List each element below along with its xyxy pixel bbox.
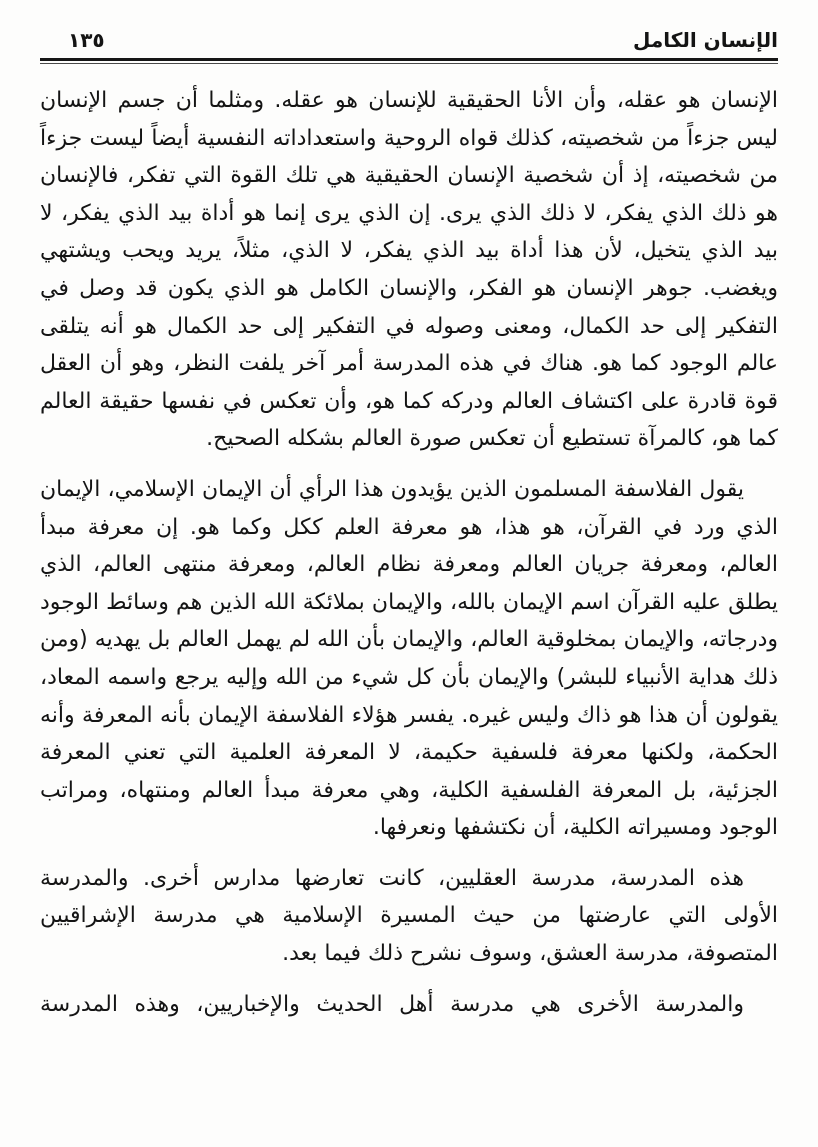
paragraph-3: هذه المدرسة، مدرسة العقليين، كانت تعارضها مدارس أخرى. والمدرسة الأولى التي عارضتها من حيث المسيرة الإسلامية هي مدرسة الإشراقيين المتصوفة، مدرسة العشق، وسوف نشرح ذلك فيما بعد.	[40, 865, 778, 967]
page-body	[40, 82, 778, 1023]
page-number: ١٣٥	[68, 28, 105, 52]
running-head-title: الإنسان الكامل	[632, 28, 778, 52]
paragraph-2: يقول الفلاسفة المسلمون الذين يؤيدون هذا الرأي أن الإيمان الإسلامي، الإيمان الذي ورد في القرآن، هو هذا، هو معرفة العلم ككل وكما هو. إن معرفة مبدأ العالم، ومعرفة جريان العالم ومعرفة نظام العالم، ومعرفة منتهى العالم، الذي يطلق عليه القرآن اسم الإيمان بالله، والإيمان بملائكة الله الذين هم وسائط الوجود ودرجاته، والإيمان بمخلوقية العالم، والإيمان بأن الله لم يهمل العالم بل يهديه (ومن ذلك هداية الأنبياء للبشر) والإيمان بأن كل شيء من الله وإليه يرجع واسمه المعاد، يقولون أن هذا هو ذاك وليس غيره. يفسر هؤلاء الفلاسفة الإيمان بأنه المعرفة وأنه الحكمة، ولكنها معرفة فلسفية حكيمة، لا المعرفة العلمية التي تعني المعرفة الجزئية، بل المعرفة الفلسفية الكلية، وهي معرفة مبدأ العالم ومنتهاه، ومراتب الوجود ومسيراته الكلية، أن نكتشفها ونعرفها.	[40, 476, 778, 841]
paragraph-1: الإنسان هو عقله، وأن الأنا الحقيقية للإنسان هو عقله. ومثلما أن جسم الإنسان ليس جزءاً من شخصيته، كذلك قواه الروحية واستعداداته النفسية أيضاً ليست جزءاً من شخصيته، إذ أن شخصية الإنسان الحقيقية هي تلك القوة التي تفكر، فالإنسان هو ذلك الذي يفكر، لا ذلك الذي يرى. إن الذي يرى إنما هو أداة بيد الذي يفكر، لا بيد الذي يتخيل، لأن هذا أداة بيد الذي يفكر، لا الذي، مثلاً، يريد ويحب ويشتهي ويغضب. جوهر الإنسان هو الفكر، والإنسان الكامل هو الذي يكون قد وصل في التفكير إلى حد الكمال، ومعنى وصوله في التفكير إلى حد الكمال هو أنه يتلقى عالم الوجود كما هو. هناك في هذه المدرسة أمر آخر يلفت النظر، وهو أن العقل قوة قادرة على اكتشاف العالم ودركه كما هو، وأن تعكس في نفسها حقيقة العالم كما هو، كالمرآة تستطيع أن تعكس صورة العالم بشكله الصحيح.	[40, 88, 778, 452]
page-header	[40, 20, 778, 52]
paragraph-4: والمدرسة الأخرى هي مدرسة أهل الحديث والإخباريين، وهذه المدرسة	[40, 991, 744, 1017]
header-rule	[40, 58, 778, 64]
